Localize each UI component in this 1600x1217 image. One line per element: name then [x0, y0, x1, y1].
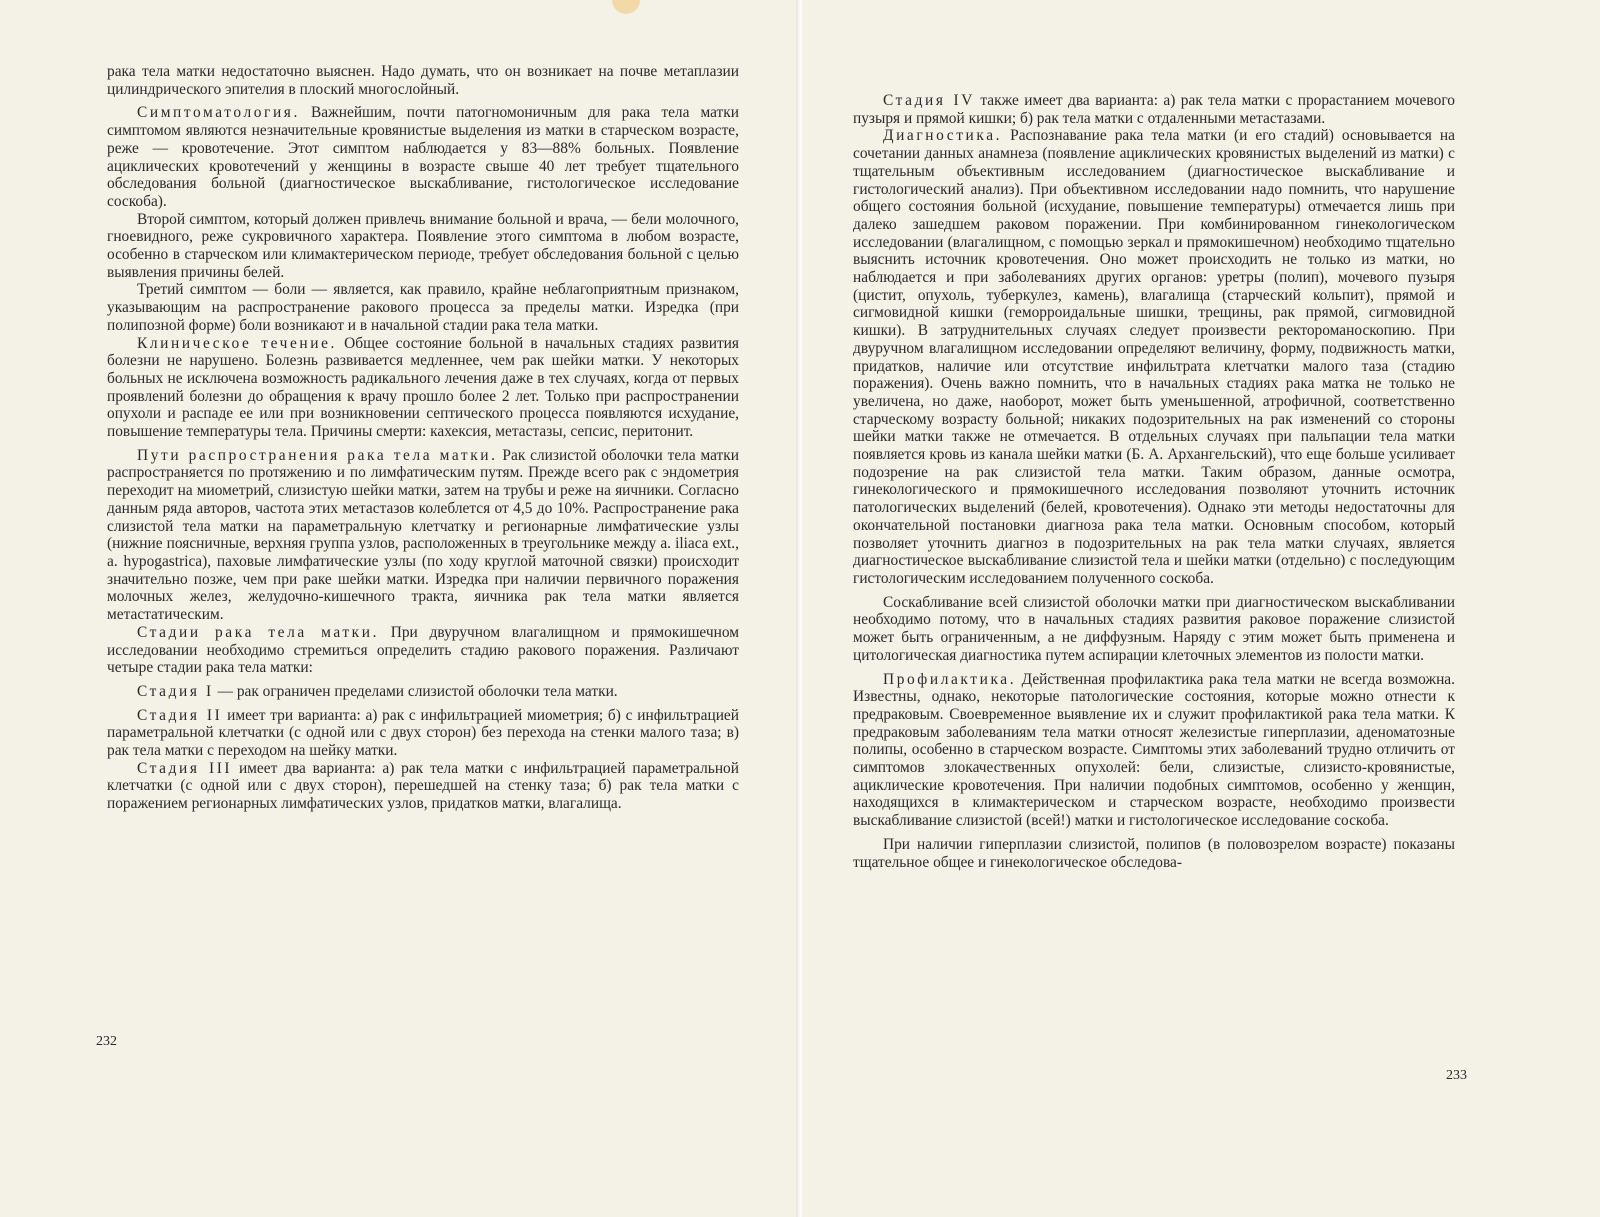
left-page — [0, 0, 798, 1217]
stage-label: Стадия IV — [883, 92, 975, 109]
right-text-column — [853, 92, 1455, 871]
paragraph: При наличии гиперплазии слизистой, полипов (в половозрелом возрасте) показаны тщательное общее и гинекологическое обследова- — [853, 835, 1455, 871]
paragraph: Стадия III имеет два варианта: а) рак тела матки с инфильтрацией параметральной клетчатки (с одной или с двух сторон), перешедшей на стенку таза; б) рак тела матки с поражением регионарных лимфатических узлов, придатков матки, влагалища. — [107, 759, 739, 813]
section-heading: Диагностика. — [883, 127, 1003, 145]
paragraph: рака тела матки недостаточно выяснен. Надо думать, что он возникает на почве метаплазии цилиндрического эпителия в плоский многослойный. — [107, 63, 739, 98]
paragraph: Клиническое течение. Общее состояние больной в начальных стадиях развития болезни не нарушено. Болезнь развивается медленнее, чем рак шейки матки. У некоторых больных не исключена возможность радикального лечения даже в тех случаях, когда от первых проявлений болезни до обращения к врачу прошло более 2 лет. Только при распространении опухоли и распаде ее или при возникновении септического процесса появляются исхудание, повышение температуры тела. Причины смерти: кахексия, метастазы, сепсис, перитонит. — [107, 334, 739, 441]
paragraph: Пути распространения рака тела матки. Рак слизистой оболочки тела матки распространяется по протяжению и по лимфатическим путям. Прежде всего рак с эндометрия переходит на миометрий, слизистую шейки матки, затем на трубы и реже на яичники. Согласно данным ряда авторов, частота этих метастазов колеблется от 4,5 до 10%. Распространение рака слизистой тела матки на параметральную клетчатку и регионарные лимфатические узлы (нижние поясничные, верхняя группа узлов, расположенных в треугольнике между a. iliaca ext., a. hypogastrica), паховые лимфатические узлы (по ходу круглой маточной связки) происходит значительно позже, чем при раке шейки матки. Изредка при наличии первичного поражения молочных желез, желудочно-кишечного тракта, яичника рак тела матки является метастатическим. — [107, 446, 739, 624]
section-heading: Пути распространения рака тела матки. — [137, 446, 498, 464]
section-heading: Стадии рака тела матки. — [137, 623, 380, 641]
paragraph: Симптоматология. Важнейшим, почти патогномоничным для рака тела матки симптомом являются незначительные кровянистые выделения из матки в старческом возрасте, реже — кровотечение. Этот симптом наблюдается у 83—88% больных. Появление ациклических кровотечений у женщины в возрасте свыше 40 лет требует тщательного обследования больной (диагностическое выскабливание, гистологическое исследование соскоба). — [107, 104, 739, 210]
section-heading: Клиническое течение. — [137, 334, 337, 352]
paragraph: Второй симптом, который должен привлечь внимание больной и врача, — бели молочного, гноевидного, реже сукровичного характера. Появление этого симптома в любом возрасте, особенно в старческом или климактерическом периоде, требует обследования больной с целью выявления причины белей. — [107, 210, 739, 281]
paragraph: Диагностика. Распознавание рака тела матки (и его стадий) основывается на сочетании данных анамнеза (появление ациклических кровянистых выделений из матки) с тщательным объективным исследованием (диагностическое выскабливание и гистологический анализ). При объективном исследовании надо помнить, что нарушение общего состояния больной (исхудание, повышение температуры) отмечается лишь при далеко зашедшем раковом поражении. При комбинированном гинекологическом исследовании (влагалищном, с помощью зеркал и прямокишечном) необходимо тщательно выяснить источник кровотечения. Оно может происходить не только из матки, но наблюдается и при заболеваниях других органов: уретры (полип), мочевого пузыря (цистит, опухоль, туберкулез, камень), влагалища (старческий кольпит), прямой и сигмовидной кишки (геморроидальные шишки, трещины, рак прямой, сигмовидной кишки). В затруднительных случаях следует произвести ректороманоскопию. При двуручном влагалищном исследовании определяют величину, форму, подвижность матки, придатков, наличие или отсутствие инфильтрата клетчатки малого таза (стадию поражения). Очень важно помнить, что в начальных стадиях рака матка не только не увеличена, но даже, наоборот, может быть уменьшенной, атрофичной, соответственно старческому возрасту больной; никаких подозрительных на рак изменений со стороны шейки матки также не отмечается. В отдельных случаях при пальпации тела матки появляется кровь из канала шейки матки (Б. А. Архангельский), что еще больше усиливает подозрение на рак слизистой тела матки. Таким образом, данные осмотра, гинекологического и прямокишечного исследования позволяют уточнить источник патологических выделений (белей, кровотечения). Однако эти методы недостаточны для окончательной постановки диагноза рака тела матки. Основным способом, который позволяет уточнить диагноз в подозрительных на рак тела матки случаях, является диагностическое выскабливание слизистой тела и шейки матки (отдельно) с последующим гистологическим исследованием полученного соскоба. — [853, 127, 1455, 587]
paragraph: Стадия II имеет три варианта: а) рак с инфильтрацией миометрия; б) с инфильтрацией параметральной клетчатки (с одной или с двух сторон) без перехода на стенки малого таза; в) рак тела матки с переходом на шейку матки. — [107, 706, 739, 760]
page-number: 232 — [96, 1034, 117, 1049]
page-number: 233 — [1446, 1068, 1467, 1083]
left-text-column — [107, 63, 739, 813]
paragraph: Третий симптом — боли — является, как правило, крайне неблагоприятным признаком, указывающим на распространение ракового процесса за пределы матки. Изредка (при полипозной форме) боли возникают и в начальной стадии рака тела матки. — [107, 281, 739, 334]
stage-label: Стадия III — [137, 759, 233, 777]
section-heading: Профилактика. — [883, 670, 1017, 688]
stage-label: Стадия II — [137, 706, 223, 724]
right-page — [803, 0, 1600, 1217]
paragraph: Соскабливание всей слизистой оболочки матки при диагностическом выскабливании необходимо потому, что в начальных стадиях развития раковое поражение слизистой может быть ограниченным, а не диффузным. Наряду с этим может быть применена и цитологическая диагностика путем аспирации клеточных элементов из полости матки. — [853, 593, 1455, 664]
paragraph: Стадия IV также имеет два варианта: а) рак тела матки с прорастанием мочевого пузыря и прямой кишки; б) рак тела матки с отдаленными метастазами. — [853, 92, 1455, 127]
paragraph: Профилактика. Действенная профилактика рака тела матки не всегда возможна. Известны, однако, некоторые патологические состояния, которые можно отнести к предраковым. Своевременное выявление их и служит профилактикой рака тела матки. К предраковым заболеваниям тела матки относят железистые гиперплазии, аденоматозные полипы, особенно в старческом возрасте. Симптомы этих заболеваний трудно отличить от симптомов злокачественных опухолей: бели, слизистые, слизисто-кровянистые, ациклические кровотечения. При наличии подобных симптомов, особенно у женщин, находящихся в климактерическом и старческом возрасте, необходимо произвести выскабливание слизистой (всей!) матки и гистологическое исследование соскоба. — [853, 670, 1455, 830]
paragraph: Стадии рака тела матки. При двуручном влагалищном и прямокишечном исследовании необходимо стремиться определить стадию ракового поражения. Различают четыре стадии рака тела матки: — [107, 623, 739, 677]
paragraph: Стадия I — рак ограничен пределами слизистой оболочки тела матки. — [137, 682, 618, 700]
section-heading: Симптоматология. — [137, 104, 300, 122]
stage-label: Стадия I — [137, 682, 214, 700]
